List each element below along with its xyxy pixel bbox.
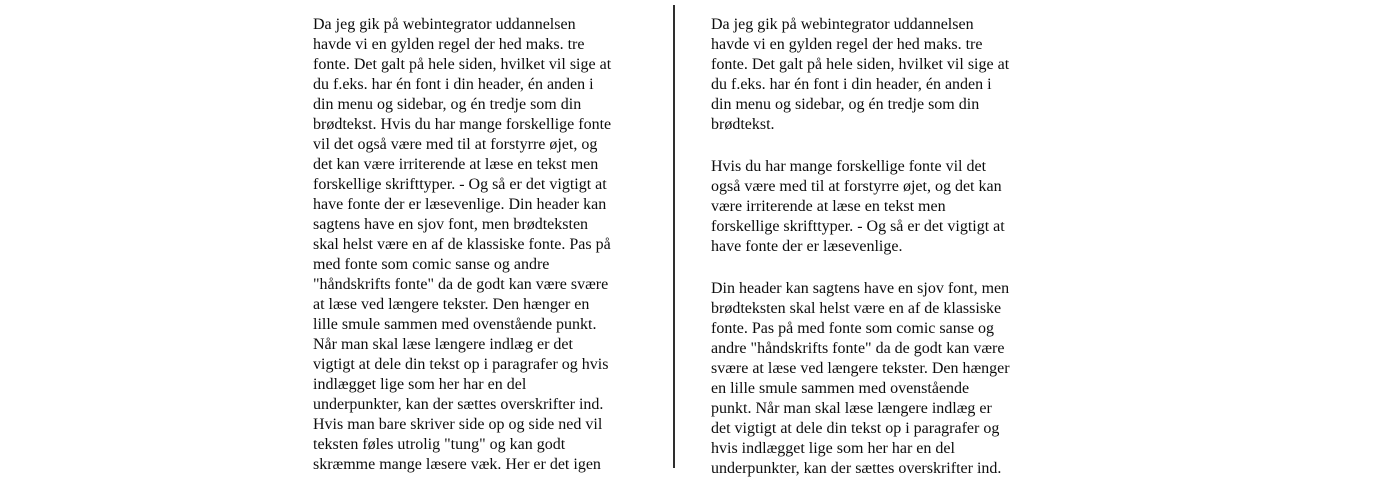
paragraph: [711, 15, 1063, 135]
right-text-column: [711, 15, 1063, 479]
text-line: Da jeg gik på webintegrator uddannelsen: [313, 16, 576, 33]
text-line: forskellige skrifttyper. - Og så er det vigtigt at: [711, 218, 1005, 235]
text-line: underpunkter, kan der sættes overskrifter ind.: [313, 396, 604, 413]
text-line: skal helst være en af de klassiske fonte. Pas på: [313, 236, 611, 253]
text-line: brødtekst.: [711, 116, 775, 133]
text-line: hvis indlægget lige som her har en del: [711, 440, 955, 457]
text-line: din menu og sidebar, og én tredje som din: [711, 96, 980, 113]
text-line: være irriterende at læse en tekst men: [711, 198, 946, 215]
text-line: du f.eks. har én font i din header, én anden i: [313, 76, 594, 93]
left-text-column: [313, 15, 665, 475]
text-line: Når man skal læse længere indlæg er det: [313, 336, 573, 353]
text-line: Din header kan sagtens have en sjov font, men: [711, 280, 1010, 297]
column-divider-line: [673, 5, 675, 468]
text-line: svære at læse ved længere tekster. Den hænger: [711, 360, 1010, 377]
text-line: teksten føles utrolig "tung" og kan godt: [313, 436, 566, 453]
text-line: med fonte som comic sanse og andre: [313, 256, 550, 273]
text-line: fonte. Det galt på hele siden, hvilket vil sige at: [711, 56, 1010, 73]
text-line: sagtens have en sjov font, men brødteksten: [313, 216, 589, 233]
text-line: du f.eks. har én font i din header, én anden i: [711, 76, 992, 93]
text-line: det kan være irriterende at læse en tekst men: [313, 156, 599, 173]
text-line: vil det også være med til at forstyrre øjet, og: [313, 136, 598, 153]
text-line: skræmme mange læsere væk. Her er det igen: [313, 456, 601, 473]
text-line: lille smule sammen med ovenstående punkt.: [313, 316, 597, 333]
text-line: indlægget lige som her har en del: [313, 376, 527, 393]
text-line: det vigtigt at dele din tekst op i paragrafer og: [711, 420, 1000, 437]
paragraph: [711, 157, 1063, 257]
text-line: Da jeg gik på webintegrator uddannelsen: [711, 16, 974, 33]
text-line: fonte. Det galt på hele siden, hvilket vil sige at: [313, 56, 612, 73]
text-line: også være med til at forstyrre øjet, og det kan: [711, 178, 1002, 195]
text-line: underpunkter, kan der sættes overskrifter ind.: [711, 460, 1002, 477]
paragraph: [711, 279, 1063, 479]
text-line: have fonte der er læsevenlige.: [711, 238, 903, 255]
text-line: punkt. Når man skal læse længere indlæg er: [711, 400, 992, 417]
text-line: "håndskrifts fonte" da de godt kan være svære: [313, 276, 609, 293]
text-line: brødteksten skal helst være en af de klassiske: [711, 300, 1002, 317]
text-line: andre "håndskrifts fonte" da de godt kan være: [711, 340, 1005, 357]
text-line: Hvis man bare skriver side op og side ned vil: [313, 416, 603, 433]
text-line: at læse ved længere tekster. Den hænger en: [313, 296, 590, 313]
text-line: havde vi en gylden regel der hed maks. tre: [313, 36, 585, 53]
text-line: vigtigt at dele din tekst op i paragrafer og hvis: [313, 356, 609, 373]
text-line: brødtekst. Hvis du har mange forskellige fonte: [313, 116, 612, 133]
text-line: havde vi en gylden regel der hed maks. tre: [711, 36, 983, 53]
text-line: have fonte der er læsevenlige. Din header kan: [313, 196, 607, 213]
text-line: Hvis du har mange forskellige fonte vil det: [711, 158, 987, 175]
text-line: forskellige skrifttyper. - Og så er det vigtigt at: [313, 176, 607, 193]
text-line: fonte. Pas på med fonte som comic sanse og: [711, 320, 995, 337]
paragraph: [313, 15, 665, 475]
text-line: din menu og sidebar, og én tredje som din: [313, 96, 582, 113]
text-line: en lille smule sammen med ovenstående: [711, 380, 970, 397]
